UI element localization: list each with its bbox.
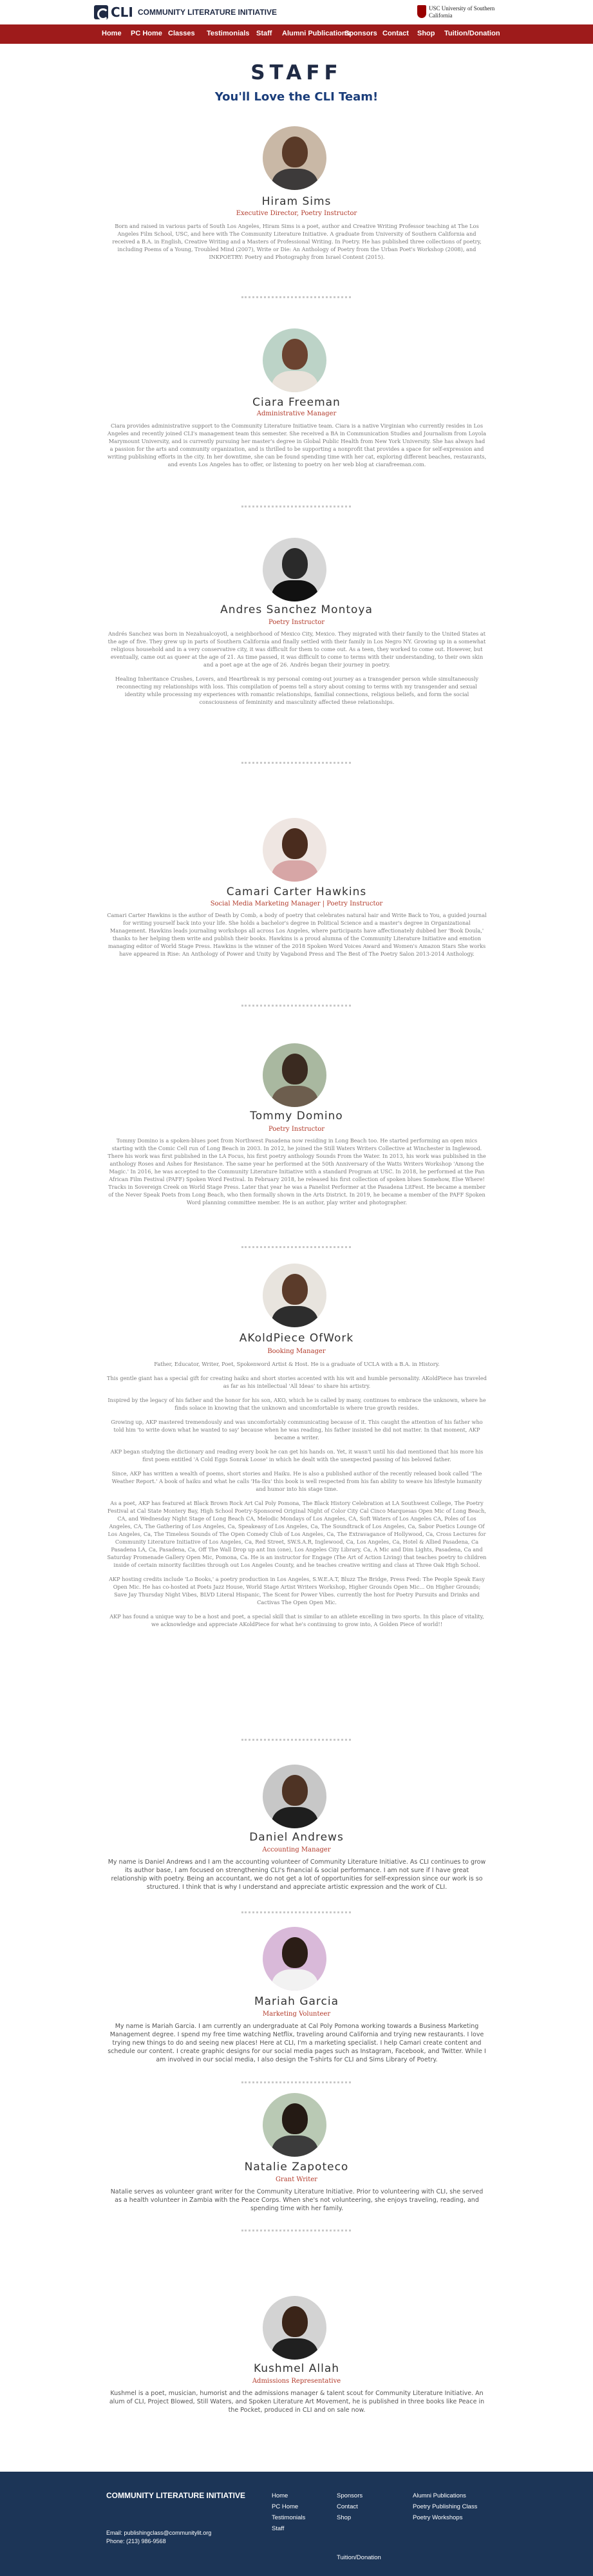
section-divider (241, 762, 351, 764)
staff-role: Poetry Instructor (268, 1126, 325, 1133)
staff-role: Booking Manager (267, 1348, 326, 1355)
bio-paragraph: This gentle giant has a special gift for creating haiku and short stories accented with his wit and humble personality. AKoldPiece has traveled as far as his intellectual 'All Ideas' to share his artistry. (107, 1375, 487, 1389)
staff-photo-mariah-garcia (263, 1927, 326, 1991)
cli-logo-icon[interactable] (94, 5, 108, 19)
bio-paragraph: My name is Mariah Garcia. I am currently an undergraduate at Cal Poly Pomona working towards a Business Marketing Management degree. I spend my free time watching Netflix, traveling around California and trying new restaurants. I love trying new things to do and seeing new places! Here at CLI, I'm a marketing specialist. I help Camari create content and schedule our content. I create graphic designs for our social media pages such as Instagram, Facebook, and Twitter. While I am involved in our social media, I also design the T-shirts for CLI and Sims Library of Poetry. (108, 2023, 486, 2063)
staff-role: Social Media Marketing Manager | Poetry Instructor (210, 900, 383, 907)
bio-paragraph: Healing Inheritance Crushes, Lovers, and Heartbreak is my personal coming-out journey as a transgender person while simultaneously reconnecting my relationships with loss. This compilation of poems tell a story about coming to terms with my transgender and sexual identity while processing my experiences with romantic relationships, familial connections, religious beliefs, and form the social consciousness of femininity and masculinity affected these relationships. (115, 676, 478, 705)
nav-testimonials[interactable]: Testimonials (207, 30, 250, 37)
footer-link-poetry-workshops[interactable]: Poetry Workshops (413, 2514, 463, 2521)
staff-name: Andres Sanchez Montoya (220, 603, 373, 616)
staff-bio (107, 630, 487, 712)
section-divider (241, 1739, 351, 1741)
site-footer (0, 2472, 593, 2576)
footer-email[interactable]: Email: publishingclass@communitylit.org (106, 2530, 212, 2536)
bio-paragraph: Kushmel is a poet, musician, humorist and the admissions manager & talent scout for Community Literature Initiative. An alum of CLI, Project Blowed, Still Waters, and Spoken Literature Art Movement, he is published in three books like Peace in the Pocket, produced in CLI and on sale now. (109, 2390, 485, 2414)
nav-staff[interactable]: Staff (256, 30, 272, 37)
bio-paragraph: Born and raised in various parts of South Los Angeles, Hiram Sims is a poet, author and Creative Writing Professor teaching at The Los Angeles Film School, USC, and here with The Community Literature Initiative. A graduate from University of Southern California and received a B.A. in English, Creative Writing and a Masters of Professional Writing. In Poetry. He has published three collections of poetry, including Poems of a Young, Troubled Mind (2007), Write or Die: An Anthology of Poetry from the Urban Poet's Workshop (2008), and INKPOETRY: Poetry and Photography from Israel Content (2015). (112, 223, 482, 260)
section-divider (241, 1911, 351, 1913)
section-divider (241, 2230, 351, 2231)
footer-link-shop[interactable]: Shop (337, 2514, 352, 2521)
staff-bio (107, 911, 487, 964)
footer-link-alumni-publications[interactable]: Alumni Publications (413, 2492, 466, 2499)
staff-bio (107, 2389, 487, 2421)
nav-sponsors[interactable]: Sponsors (344, 30, 377, 37)
staff-name: Tommy Domino (250, 1110, 343, 1122)
bio-paragraph: AKP began studying the dictionary and reading every book he can get his hands on. Yet, it wasn't until his dad mentioned that his more his first poem entitled 'A Cold Eggs Sonrak Loose' in which he dealt with the unexpected passing of his beloved father. (110, 1448, 484, 1463)
staff-photo-tommy-domino (263, 1043, 326, 1107)
section-divider (241, 2081, 351, 2083)
footer-link-sponsors[interactable]: Sponsors (337, 2492, 363, 2499)
footer-phone[interactable]: Phone: (213) 986-9568 (106, 2538, 166, 2544)
bio-paragraph: My name is Daniel Andrews and I am the accounting volunteer of Community Literature Initiative. As CLI continues to grow its author base, I am focused on strengthening CLI's financial & social performance. I am not sure if I have great relationship with poetry. Being an accountant, we do not get a lot of opportunities for self-expression since our work is so structured. I think that is why I understand and appreciate artistic expression and the work of CLI. (108, 1859, 486, 1891)
footer-link-staff[interactable]: Staff (272, 2525, 285, 2532)
bio-paragraph: Father, Educator, Writer, Poet, Spokenword Artist & Host. He is a graduate of UCLA with a B.A. in History. (154, 1361, 440, 1367)
staff-name: Mariah Garcia (254, 1995, 339, 2008)
footer-link-poetry-publishing-class[interactable]: Poetry Publishing Class (413, 2503, 478, 2510)
nav-alumni-publications[interactable]: Alumni Publications (282, 30, 350, 37)
staff-role: Administrative Manager (256, 410, 337, 417)
staff-bio (107, 1360, 487, 1634)
staff-bio (107, 222, 487, 267)
staff-bio (107, 1858, 487, 1898)
top-header (0, 0, 593, 24)
staff-bio (107, 2022, 487, 2070)
staff-photo-kushmel-allah (263, 2296, 326, 2360)
staff-bio (107, 2188, 487, 2219)
staff-role: Admissions Representative (252, 2378, 341, 2385)
usc-shield-icon[interactable] (417, 5, 426, 18)
staff-name: Daniel Andrews (249, 1831, 344, 1844)
staff-role: Executive Director, Poetry Instructor (236, 210, 357, 217)
section-divider (241, 296, 351, 298)
staff-photo-daniel-andrews (263, 1765, 326, 1828)
staff-bio (107, 422, 487, 475)
nav-contact[interactable]: Contact (382, 30, 409, 37)
footer-link-tuition-donation[interactable]: Tuition/Donation (337, 2554, 381, 2561)
bio-paragraph: Natalie serves as volunteer grant writer for the Community Literature Initiative. Prior to volunteering with CLI, she served as a health volunteer in Zambia with the Peace Corps. When she's not volunteering, she enjoys traveling, reading, and spending time with her family. (110, 2188, 484, 2212)
staff-name: Natalie Zapoteco (244, 2161, 349, 2174)
staff-photo-ciara-freeman (263, 328, 326, 392)
staff-name: Kushmel Allah (253, 2362, 340, 2375)
nav-pc-home[interactable]: PC Home (131, 30, 162, 37)
bio-paragraph: Tommy Domino is a spoken-blues poet from Northwest Pasadena now residing in Long Beach too. He started performing an open mics starting with the Comic Cell run of Long Beach in 2003. In 2012, he joined the Still Waters Writers Collective at Winchester in Inglewood. There his work was first published in the LA Focus, his first poetry anthology Sounds From the Water. In 2013, his work was published in the anthology Roses and Ashes for Resistance. The same year he performed at the 50th Anniversary of the Watts Writers Workshop 'Among the Magic.' In 2016, he was accepted to the Community Literature Initiative with a standard Program at USC. In 2018, he performed at the Pan African Film Festival (PAFF) Spoken Word Festival. In February 2018, he released his first collection of spoken blues Somehow, Else Where! Tracks in Sovereign Creek on World Stage Press. Later that year he was a Panelist Performer at the Pasadena LitFest. He became a member of the Never Speak Poets from Long Beach, who then formally shown in the Arts District. In 2019, he became a member of the PAFF Spoken Word planning committee member. He is an author, play writer and photographer. (108, 1137, 486, 1206)
bio-paragraph: As a poet, AKP has featured at Black Brown Rock Art Cal Poly Pomona, The Black History Celebration at LA Southwest College, The Poetry Festival at Cal State Montery Bay, High School Poetry-Sponsored Original Night of Color City Cal Cinco Marquesas Open Mic of Long Beach, CA, and Wednesday Night Stage of Long Beach CA, Melodic Mondays of Los Angeles, CA, Soft Waters of Los Angeles CA, Poles of Los Angeles, CA, The Gathering of Los Angeles, Ca, Speakeasy of Los Angeles, Ca, The Soundtrack of Los Angeles, Ca, Sabor Poetics Lounge Of Los Angeles, Ca, The Timeless Sounds of The Open Comedy Club of Los Angeles, Ca, The Extravagance of Hollywood, Ca, Cross Lectures for Community Literature Initiative of Los Angeles, Ca, Red Street, SW.S.A.R, Inglewood, Ca, Los Angeles, Ca, Hotel & Allied Pasadena, Ca Pasadena LA, Ca, Pasadena, Ca, Off The Wall Drop up ant Inn (one), Los Angeles City Library, Ca, A Mic and Dim Lights, Pasadena, Ca and Saturday Promenade Gallery Open Mic, Pomona, Ca. He is an instructor for Engage (The Art of Action Living) that teaches poetry to children inside of certain minority facilities through out Los Angeles County, and he teaches creative writing and class at Three Oak High School. (107, 1500, 487, 1568)
main-nav (0, 24, 593, 44)
staff-name: AKoldPiece OfWork (239, 1332, 354, 1345)
nav-classes[interactable]: Classes (168, 30, 195, 37)
staff-name: Camari Carter Hawkins (226, 886, 367, 898)
section-divider (241, 1246, 351, 1248)
section-divider (241, 1005, 351, 1007)
nav-tuition-donation[interactable]: Tuition/Donation (444, 30, 500, 37)
nav-home[interactable]: Home (102, 30, 122, 37)
bio-paragraph: Camari Carter Hawkins is the author of Death by Comb, a body of poetry that celebrates natural hair and Write Back to You, a guided journal for writing yourself back into your life. She holds a bachelor's degree in Political Science and a master's degree in Organizational Management. Hawkins leads journaling workshops all across Los Angeles, where participants have affectionately dubbed her 'Book Doula,' thanks to her helping them write and publish their books. Hawkins is a proud alumna of the Community Literature Initiative and emotion managing editor of World Stage Press. Hawkins is the winner of the 2018 Spoken Word Voices Award and Women's Amazon Stars She works have appeared in Rise: An Anthology of Power and Unity by Vagabond Press and The Best of The Poetry Salon 2013-2014 Anthology. (107, 912, 487, 957)
bio-paragraph: AKP has found a unique way to be a host and poet, a special skill that is similar to an athlete excelling in two sports. In this place of vitality, we acknowledge and appreciate AKoldPiece for what he's continuing to grow into, A Golden Piece of world!! (109, 1613, 484, 1627)
logo-org-name[interactable]: COMMUNITY LITERATURE INITIATIVE (138, 8, 277, 17)
staff-role: Accounting Manager (262, 1846, 331, 1853)
staff-name: Ciara Freeman (252, 396, 341, 409)
page-title: STAFF (250, 61, 343, 84)
bio-paragraph: AKP hosting credits include 'Lo Books,' a poetry production in Los Angeles, S.W.E.A.T, Bluzz The Bridge, Press Feed: The People Speak Easy Open Mic. He has co-hosted at Poets Jazz House, World Stage Artist Writers Workshop, Higher Grounds Open Mic... On Higher Grounds; Save Jay Thursday Night Vibes, BLVD Literal Hispanic, The Scent for Power Vibes. currently the host for Poetry Pursuits and Drinks and Cactivas The Open Open Mic. (109, 1576, 485, 1605)
staff-photo-akoldpiece-ofwork (263, 1264, 326, 1327)
nav-shop[interactable]: Shop (417, 30, 435, 37)
usc-partner-text[interactable]: USC University of Southern California (429, 5, 495, 19)
page-subtitle: You'll Love the CLI Team! (214, 90, 379, 104)
staff-photo-camari-carter-hawkins (263, 818, 326, 882)
section-divider (241, 506, 351, 507)
staff-photo-natalie-zapoteco (263, 2093, 326, 2157)
bio-paragraph: Ciara provides administrative support to the Community Literature Initiative team. Ciara is a native Virginian who currently resides in Los Angeles and recently joined CLI's management team this semester. She received a BA in Communication Studies and Journalism from Loyola Marymount University, and is currently pursuing her master's degree in Global Public Health from New York University. She has always had a passion for the arts and community organization, and is thrilled to be supporting a nonprofit that provides a space for self-expression and writing publishing efforts in the city. In her downtime, she can be found spending time with her cat, exploring different beaches, restaurants, and events Los Angeles has to offer, or listening to poetry on her web blog at ciarafreeman.com. (107, 422, 487, 468)
bio-paragraph: Andrés Sanchez was born in Nezahualcoyotl, a neighborhood of Mexico City, Mexico. They migrated with their family to the United States at the age of five. They grew up in parts of Southern California and finally settled with their family in Los Negro NY. Growing up in a somewhat religious household and in a very conservative city, it was difficult for them to come out. As a teen, they worked to come out. However, but eventually, came out as queer at the age of 21. As time passed, it was difficult to come to terms with their understanding, to their own skin and a poet age at the age of 26. Andrés began their journey in poetry. (108, 630, 486, 668)
logo-cli-text[interactable]: CLI (111, 5, 133, 20)
staff-role: Poetry Instructor (268, 619, 325, 626)
staff-photo-andres-sanchez-montoya (263, 538, 326, 601)
staff-role: Grant Writer (276, 2176, 317, 2183)
footer-link-contact[interactable]: Contact (337, 2503, 358, 2510)
footer-title: COMMUNITY LITERATURE INITIATIVE (106, 2491, 245, 2500)
bio-paragraph: Inspired by the legacy of his father and the honor for his son, AKO, which he is called by many, continues to embrace the unknown, where he finds solace in knowing that the unknown and uncomfortable is where true growth resides. (108, 1397, 486, 1411)
staff-bio (107, 1137, 487, 1213)
footer-link-pc-home[interactable]: PC Home (272, 2503, 299, 2510)
footer-link-home[interactable]: Home (272, 2492, 288, 2499)
bio-paragraph: Since, AKP has written a wealth of poems, short stories and Haiku. He is also a published author of the recently released book called 'The Weather Report.' A book of haiku and what he calls 'Ha-Iku' this book is well respected from his fan ability to weave his lifestyle humanity and humor into his stage time. (111, 1470, 482, 1492)
footer-link-testimonials[interactable]: Testimonials (272, 2514, 306, 2521)
staff-photo-hiram-sims (263, 126, 326, 190)
staff-name: Hiram Sims (261, 195, 332, 208)
bio-paragraph: Growing up, AKP mastered tremendously and was uncomfortably communicating because of it. This caught the attention of his father who told him 'to write down what he wanted to say' because when he was reading, his father insisted he did not matter. In that moment, AKP became a writer. (111, 1419, 483, 1441)
staff-role: Marketing Volunteer (262, 2011, 331, 2018)
